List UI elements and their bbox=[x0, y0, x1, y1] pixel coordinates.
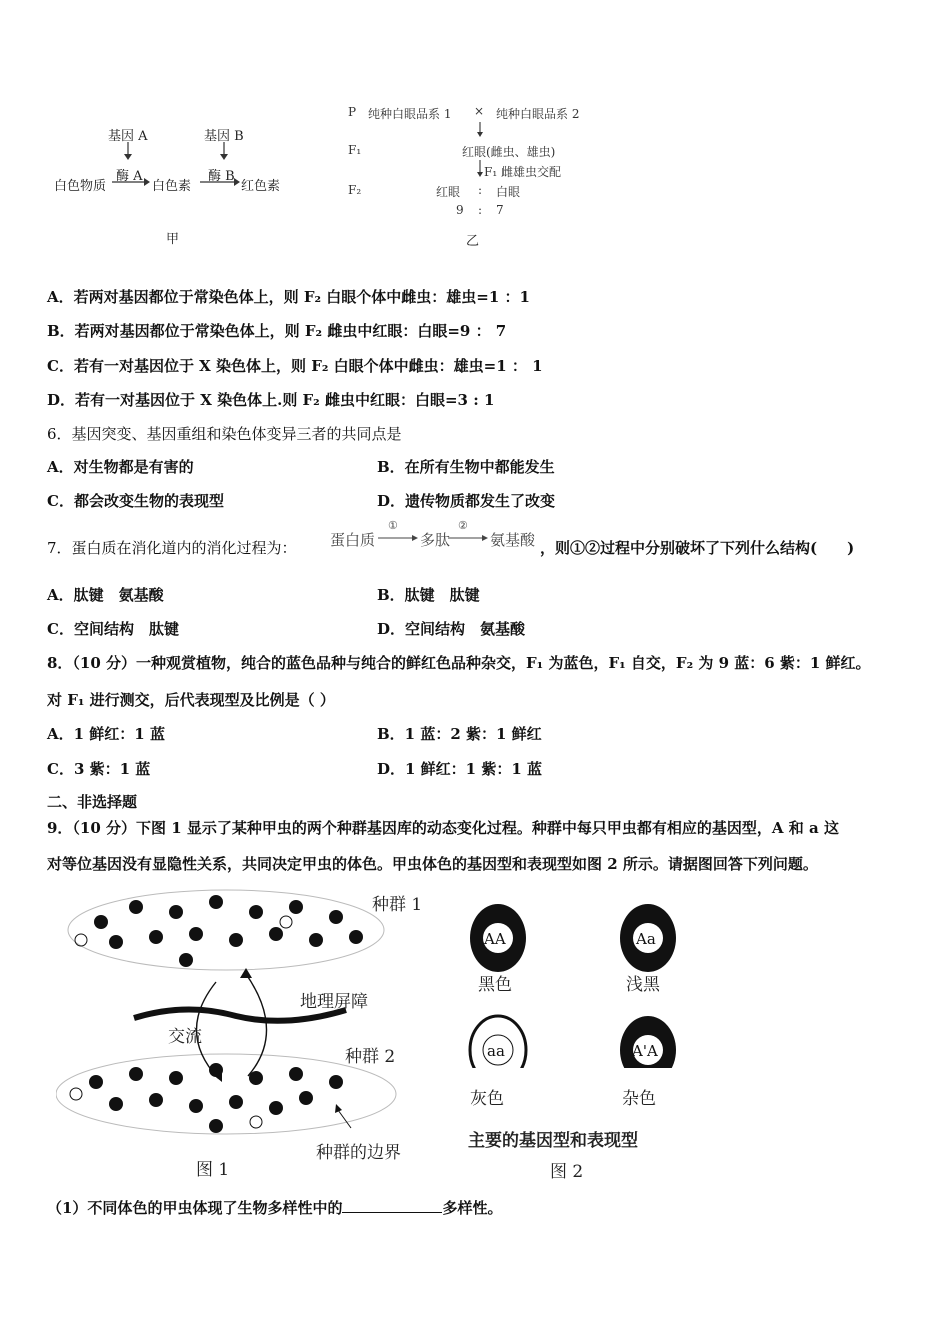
f2-label: F₂ bbox=[348, 183, 362, 197]
red-pigment: 红色素 bbox=[241, 179, 281, 194]
strain-1: 纯种白眼品系 1 bbox=[368, 107, 452, 121]
q8-stem-2: 对 F₁ 进行测交，后代表现型及比例是（ ） bbox=[47, 691, 335, 709]
f2-colon: : bbox=[478, 183, 483, 197]
section-heading: 二、非选择题 bbox=[47, 793, 138, 811]
population-2-label: 种群 2 bbox=[345, 1047, 396, 1067]
diagram-jia-caption: 甲 bbox=[166, 232, 180, 247]
q7-option-a: A．肽键 氨基酸 bbox=[47, 586, 164, 604]
phenotype-grey: 灰色 bbox=[470, 1089, 504, 1109]
q7-option-d: D．空间结构 氨基酸 bbox=[377, 620, 526, 638]
phenotype-mottled: 杂色 bbox=[622, 1089, 656, 1109]
q9-sub-1 bbox=[47, 1197, 502, 1218]
beetle-genotype-aa-mixed: Aa bbox=[636, 930, 656, 948]
ratio-colon: : bbox=[478, 203, 483, 217]
population-1-label: 种群 1 bbox=[372, 895, 423, 915]
gene-a-label: 基因 A bbox=[108, 129, 148, 144]
f2-white: 白眼 bbox=[496, 185, 521, 199]
figure-2-caption: 图 2 bbox=[550, 1162, 584, 1182]
answer-blank[interactable] bbox=[342, 1198, 442, 1213]
q8-stem-1: 8．（10 分）一种观赏植物，纯合的蓝色品种与纯合的鲜红色品种杂交，F₁ 为蓝色，F₁ 自交，F₂ 为 9 蓝：6 紫：1 鲜红。 bbox=[47, 654, 871, 672]
strain-2: 纯种白眼品系 2 bbox=[496, 107, 580, 121]
q8-option-d: D．1 鲜红：1 紫：1 蓝 bbox=[377, 760, 542, 778]
q6-option-c: C．都会改变生物的表现型 bbox=[47, 492, 224, 510]
population-1-beetles bbox=[94, 895, 363, 967]
q9-sub-1-before: （1）不同体色的甲虫体现了生物多样性中的 bbox=[47, 1199, 343, 1217]
cross-symbol: × bbox=[474, 104, 485, 118]
enzyme-a-label: 酶 A bbox=[116, 169, 143, 184]
amino-acid-label: 氨基酸 bbox=[490, 531, 536, 549]
q5-option-a: A．若两对基因都位于常染色体上，则 F₂ 白眼个体中雌虫：雄虫=1 ：1 bbox=[47, 288, 530, 306]
exchange-label: 交流 bbox=[168, 1027, 202, 1047]
q7-option-b: B．肽键 肽键 bbox=[377, 586, 480, 604]
q8-option-a: A．1 鲜红：1 蓝 bbox=[47, 725, 165, 743]
beetle-genotype-prime: A'A bbox=[632, 1042, 658, 1060]
q6-option-a: A．对生物都是有害的 bbox=[47, 458, 194, 476]
q7-stem-before: 7．蛋白质在消化道内的消化过程为： bbox=[47, 539, 297, 557]
f1-mating: F₁ 雌雄虫交配 bbox=[484, 165, 561, 179]
p-label: P bbox=[348, 105, 357, 119]
q8-option-c: C．3 紫：1 蓝 bbox=[47, 760, 151, 778]
q6-option-b: B．在所有生物中都能发生 bbox=[377, 458, 555, 476]
q6-stem: 6．基因突变、基因重组和染色体变异三者的共同点是 bbox=[47, 425, 402, 443]
white-pigment: 白色素 bbox=[152, 179, 192, 194]
beetle-genotype-aa-upper: AA bbox=[484, 930, 506, 948]
step-2-label: ② bbox=[458, 519, 468, 532]
ratio-red: 9 bbox=[456, 203, 464, 217]
q7-option-c: C．空间结构 肽键 bbox=[47, 620, 179, 638]
digestion-arrows bbox=[378, 530, 498, 544]
q9-sub-1-after: 多样性。 bbox=[442, 1199, 503, 1217]
figure-1-illustration bbox=[56, 882, 456, 1172]
q5-option-d: D．若有一对基因位于 X 染色体上.则 F₂ 雌虫中红眼：白眼=3 : 1 bbox=[47, 391, 495, 409]
figure-2-subtitle: 主要的基因型和表现型 bbox=[468, 1131, 638, 1151]
f1-result: 红眼(雌虫、雄虫) bbox=[462, 145, 556, 159]
q9-stem-2: 对等位基因没有显隐性关系，共同决定甲虫的体色。甲虫体色的基因型和表现型如图 2 所示。请据图回答下列问题。 bbox=[47, 855, 818, 873]
peptide-label: 多肽 bbox=[420, 531, 451, 549]
boundary-label: 种群的边界 bbox=[316, 1143, 401, 1163]
q8-option-b: B．1 蓝：2 紫：1 鲜红 bbox=[377, 725, 542, 743]
white-substance: 白色物质 bbox=[54, 179, 107, 194]
q6-option-d: D．遗传物质都发生了改变 bbox=[377, 492, 556, 510]
beetle-genotype-aa-lower: aa bbox=[487, 1042, 505, 1060]
q5-option-c: C．若有一对基因位于 X 染色体上，则 F₂ 白眼个体中雌虫：雄虫=1 ： 1 bbox=[47, 357, 543, 375]
phenotype-light-black: 浅黑 bbox=[626, 975, 660, 995]
q5-option-b: B．若两对基因都位于常染色体上，则 F₂ 雌虫中红眼：白眼=9 ： 7 bbox=[47, 322, 507, 340]
figure-1-caption: 图 1 bbox=[196, 1160, 230, 1180]
gene-b-label: 基因 B bbox=[204, 129, 244, 144]
barrier-label: 地理屏障 bbox=[300, 992, 368, 1012]
step-1-label: ① bbox=[388, 519, 398, 532]
f2-red: 红眼 bbox=[436, 185, 461, 199]
f1-label: F₁ bbox=[348, 143, 362, 157]
phenotype-black: 黑色 bbox=[478, 975, 512, 995]
ratio-white: 7 bbox=[496, 203, 504, 217]
diagram-yi-caption: 乙 bbox=[466, 234, 480, 249]
q9-stem-1: 9．（10 分）下图 1 显示了某种甲虫的两个种群基因库的动态变化过程。种群中每只甲虫都有相应的基因型，A 和 a 这 bbox=[47, 819, 839, 837]
protein-label: 蛋白质 bbox=[330, 531, 376, 549]
enzyme-b-label: 酶 B bbox=[208, 169, 235, 184]
population-2-beetles bbox=[89, 1063, 343, 1133]
q7-stem-after: ，则①②过程中分别破坏了下列什么结构( ) bbox=[540, 539, 855, 557]
